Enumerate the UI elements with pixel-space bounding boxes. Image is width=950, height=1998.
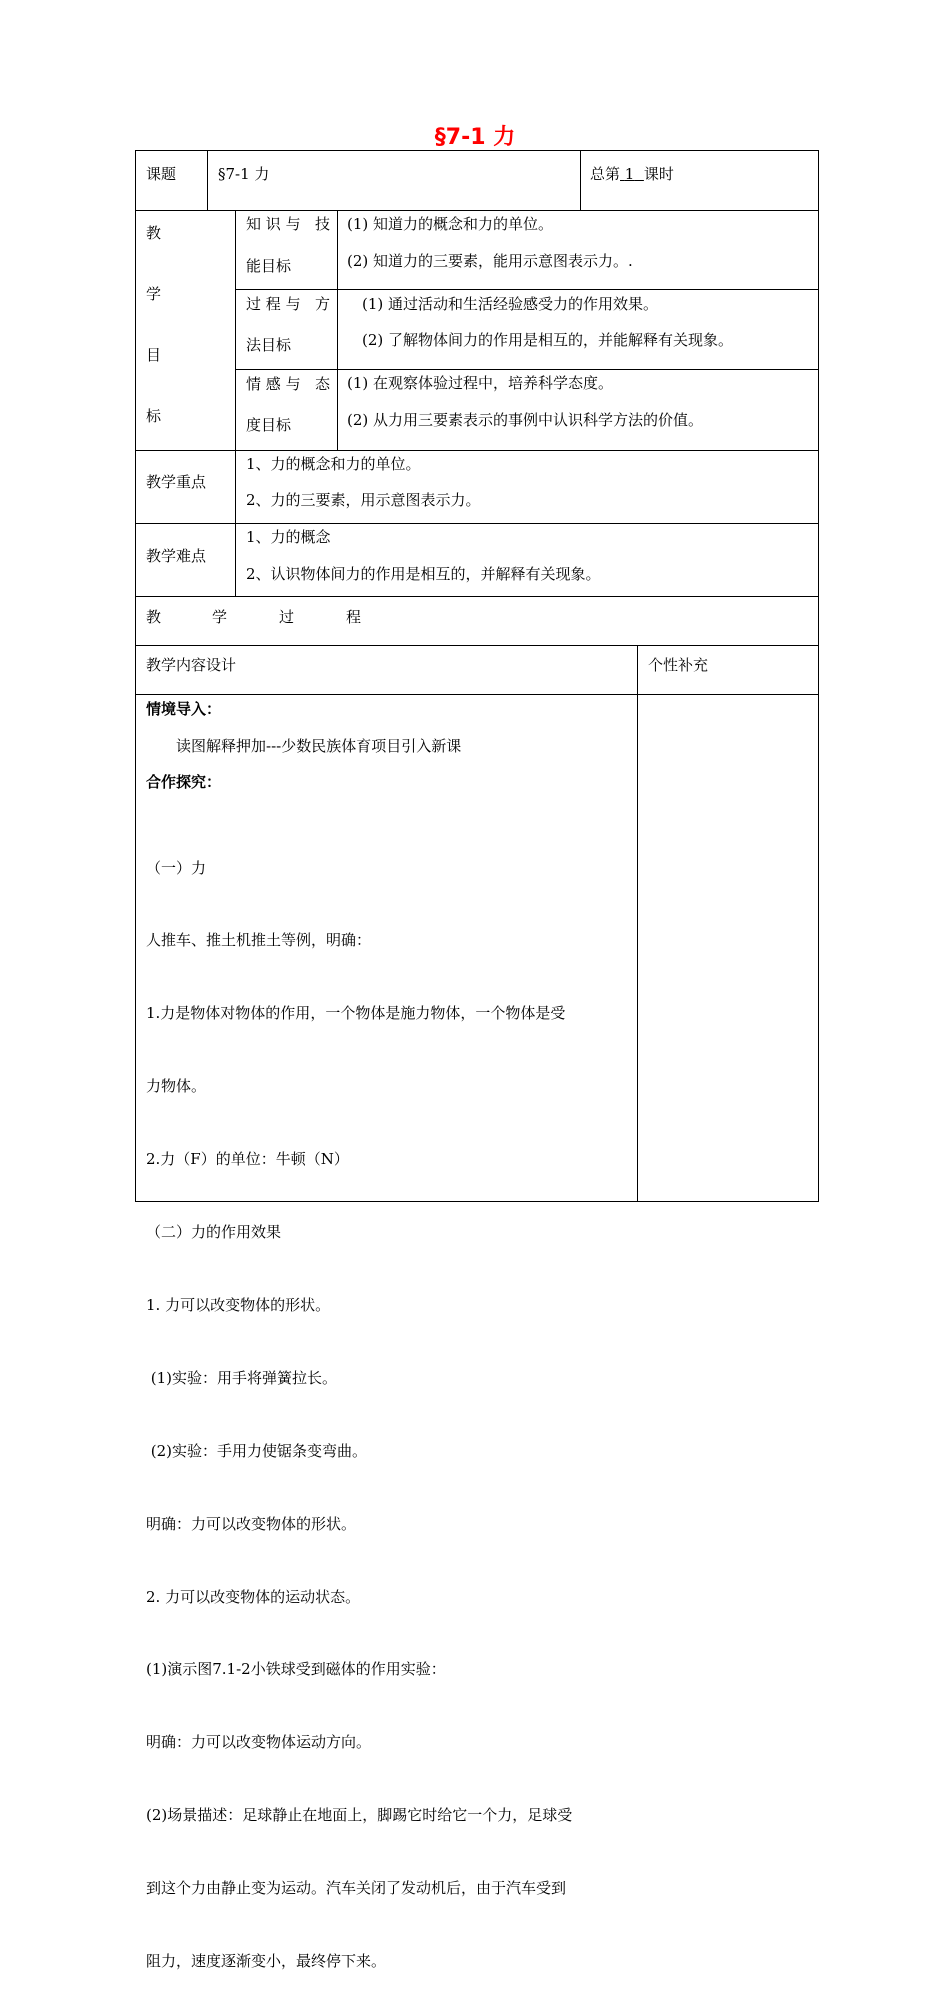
goals-char-3: 目 xyxy=(146,346,162,364)
difficulty-1: 1、力的概念 xyxy=(246,528,331,546)
content-line: 明确：力可以改变物体运动方向。 xyxy=(146,1733,372,1752)
content-line: 明确：力可以改变物体的形状。 xyxy=(146,1514,357,1533)
topic-label: 课题 xyxy=(146,165,177,183)
topic-value: §7-1 力 xyxy=(218,165,270,183)
design-label: 教学内容设计 xyxy=(146,656,237,674)
goal-knowledge-item-2: (2) 知道力的三要素，能用示意图表示力。. xyxy=(347,252,633,270)
process-char-3: 过 xyxy=(279,608,295,626)
process-char-1: 教 xyxy=(146,608,162,626)
goal-knowledge-label-1: 知识与 技 xyxy=(246,215,330,233)
goal-emotion-item-1: (1) 在观察体验过程中，培养科学态度。 xyxy=(347,374,614,392)
difficulties-label: 教学难点 xyxy=(146,547,207,565)
key-point-2: 2、力的三要素，用示意图表示力。 xyxy=(246,491,481,509)
content-line: 到这个力由静止变为运动。汽车关闭了发动机后，由于汽车受到 xyxy=(146,1879,567,1898)
intro-heading: 情境导入： xyxy=(146,700,222,718)
lesson-prefix: 总第 xyxy=(590,165,621,183)
goal-process-item-1: (1) 通过活动和生活经验感受力的作用效果。 xyxy=(362,295,659,313)
difficulty-2: 2、认识物体间力的作用是相互的，并解释有关现象。 xyxy=(246,565,601,583)
coop-heading: 合作探究： xyxy=(146,773,222,791)
goal-knowledge-label-2: 能目标 xyxy=(246,257,292,275)
lesson-number: 1 xyxy=(624,165,635,183)
key-points-label: 教学重点 xyxy=(146,473,207,491)
supplement-label: 个性补充 xyxy=(648,656,709,674)
content-line: (1)演示图7.1-2小铁球受到磁体的作用实验： xyxy=(146,1660,446,1679)
content-body xyxy=(146,807,632,1998)
content-line: (1)实验：用手将弹簧拉长。 xyxy=(146,1368,338,1387)
goal-emotion-label-1: 情感与 态 xyxy=(246,375,330,393)
goal-process-label-2: 法目标 xyxy=(246,336,292,354)
key-point-1: 1、力的概念和力的单位。 xyxy=(246,455,421,473)
goal-knowledge-item-1: (1) 知道力的概念和力的单位。 xyxy=(347,215,554,233)
process-char-2: 学 xyxy=(212,608,228,626)
goal-emotion-item-2: (2) 从力用三要素表示的事例中认识科学方法的价值。 xyxy=(347,411,704,429)
content-line: 2. 力可以改变物体的运动状态。 xyxy=(146,1587,361,1606)
content-line: 1.力是物体对物体的作用，一个物体是施力物体，一个物体是受 xyxy=(146,1004,566,1023)
content-line: 1. 力可以改变物体的形状。 xyxy=(146,1295,331,1314)
goal-process-item-2: (2) 了解物体间力的作用是相互的，并能解释有关现象。 xyxy=(362,331,734,349)
content-line: (2)实验：手用力使锯条变弯曲。 xyxy=(146,1441,368,1460)
goals-char-4: 标 xyxy=(146,407,162,425)
content-line: 阻力，速度逐渐变小，最终停下来。 xyxy=(146,1951,387,1970)
lesson-suffix: 课时 xyxy=(643,165,674,183)
goals-char-2: 学 xyxy=(146,285,162,303)
intro-text: 读图解释押加---少数民族体育项目引入新课 xyxy=(176,737,462,755)
goal-process-label-1: 过程与 方 xyxy=(246,295,330,313)
content-line: （二）力的作用效果 xyxy=(146,1223,282,1242)
content-line: 力物体。 xyxy=(146,1077,207,1096)
content-line: 2.力（F）的单位：牛顿（N） xyxy=(146,1150,349,1169)
content-line: (2)场景描述：足球静止在地面上，脚踢它时给它一个力，足球受 xyxy=(146,1806,573,1825)
page-title: §7-1 力 xyxy=(434,125,516,150)
lesson-count xyxy=(590,164,674,184)
content-line: （一）力 xyxy=(146,858,207,877)
content-line: 人推车、推土机推土等例，明确： xyxy=(146,931,372,950)
goal-emotion-label-2: 度目标 xyxy=(246,416,292,434)
process-char-4: 程 xyxy=(346,608,362,626)
goals-char-1: 教 xyxy=(146,224,162,242)
